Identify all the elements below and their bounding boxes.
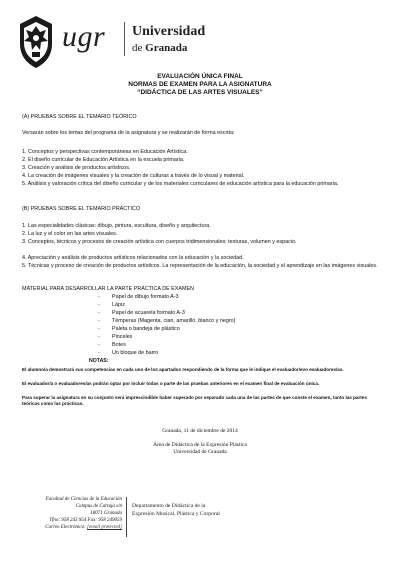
footer-email-line bbox=[45, 525, 122, 532]
footer-address-line: Campus de Cartuja s/n bbox=[75, 504, 122, 509]
section-b-item: 5. Técnicas y proceso de creación de productos artísticos. La representación de la educación, la sociedad y el aprendizaje en las imágenes visuales. bbox=[22, 263, 378, 269]
section-b-item: 3. Conceptos, técnicos y procesos de creación artística con cuerpos tridimensionales: texturas, volumen y espacio. bbox=[22, 239, 297, 245]
footer-department-line-1: Departamento de Didáctica de la bbox=[132, 503, 206, 509]
section-a-item: 4. La creación de imágenes visuales y la creación de culturas a través de lo visual y material. bbox=[22, 173, 245, 179]
ugr-logotype: ugr bbox=[62, 20, 106, 53]
footer-email-link[interactable]: [email protected] bbox=[87, 525, 122, 530]
footer-divider bbox=[126, 497, 127, 537]
material-item bbox=[98, 318, 235, 326]
university-name: Universidad bbox=[132, 24, 206, 39]
title-line-2: NORMAS DE EXAMEN PARA LA ASIGNATURA bbox=[128, 81, 272, 88]
section-a-intro: Versarán sobre los temas del programa de la asignatura y se realizarán de forma escrita: bbox=[22, 130, 235, 136]
dash: - bbox=[98, 334, 100, 340]
note-item: El evaluador/a o evaluadores/as podrán optar por incluir todas o parte de las pruebas anteriores en el examen final de evaluación única. bbox=[22, 381, 320, 386]
section-a-item: 1. Conceptos y perspectivas contemporáneas en Educación Artística. bbox=[22, 149, 188, 155]
section-a-item: 2. El diseño curricular de Educación Artística en la escuela primaria. bbox=[22, 157, 185, 163]
material-label: Papel de acuarela formato A-3 bbox=[112, 310, 185, 316]
material-label: Paleta o bandeja de plástico bbox=[112, 326, 180, 332]
footer-address-line: 18071 Granada bbox=[90, 511, 122, 516]
material-label: Lápiz bbox=[112, 302, 125, 308]
signature-area: Área de Didáctica de la Expresión Plástica bbox=[153, 442, 247, 448]
material-label: Un bloque de barro bbox=[112, 350, 159, 356]
univ-de: de bbox=[132, 42, 143, 54]
university-crest-logo bbox=[14, 14, 58, 70]
material-label: Botes bbox=[112, 342, 126, 348]
notes-heading: NOTAS: bbox=[89, 358, 109, 364]
footer-email-label: Correo Electrónico: bbox=[45, 525, 88, 530]
dash: - bbox=[98, 294, 100, 300]
section-b-item: 2. La luz y el color en las artes visuales. bbox=[22, 231, 118, 237]
signature-university: Universidad de Granada bbox=[173, 449, 227, 455]
title-line-3: “DIDÁCTICA DE LAS ARTES VISUALES” bbox=[137, 89, 263, 96]
material-item bbox=[98, 294, 179, 302]
section-b-item: 4. Apreciación y análisis de productos artísticos relacionados con la educación y la sociedad. bbox=[22, 255, 244, 261]
material-item bbox=[98, 326, 180, 334]
dash: - bbox=[98, 326, 100, 332]
note-item: Para superar la asignatura en su conjunto será imprescindible haber superado por separado cada una de las partes de que conste el examen, tanto las partes teóricas como las prácticas. bbox=[22, 395, 367, 407]
material-label: Pinceles bbox=[112, 334, 133, 340]
title-line-1: EVALUACIÓN ÚNICA FINAL bbox=[157, 73, 243, 80]
university-city bbox=[132, 42, 187, 54]
material-label: Témperas (Magenta, cian, amarillo, blanco y negro) bbox=[112, 318, 236, 324]
material-label: Papel de dibujo formato A-3 bbox=[112, 294, 179, 300]
material-item bbox=[98, 334, 132, 342]
section-a-item: 5. Análisis y valoración crítica del diseño curricular y de los materiales curriculares de educación artística para la educación primaria. bbox=[22, 181, 339, 187]
note-item: El alumno/a demostrará sus competencias en cada uno de los apartados respondiendo de la forma que le indique el evaluador/evo evaluadores/as. bbox=[22, 367, 344, 372]
material-item bbox=[98, 342, 126, 350]
signature-date: Granada, 11 de diciembre de 2014 bbox=[162, 428, 238, 434]
dash: - bbox=[98, 350, 100, 356]
dash: - bbox=[98, 318, 100, 324]
univ-city-name: Granada bbox=[145, 42, 188, 54]
dash: - bbox=[98, 342, 100, 348]
footer-department-line-2: Expresión Musical, Plástica y Corporal bbox=[132, 511, 220, 517]
material-item bbox=[98, 310, 185, 318]
dash: - bbox=[98, 302, 100, 308]
section-b-heading: (B) PRUEBAS SOBRE EL TEMARIO PRÁCTICO bbox=[22, 206, 141, 212]
dash: - bbox=[98, 310, 100, 316]
header-divider bbox=[124, 22, 125, 56]
section-a-heading: (A) PRUEBAS SOBRE EL TEMARIO TEÓRICO bbox=[22, 114, 137, 120]
section-b-item: 1. Las especialidades clásicas: dibujo, pintura, escultura, diseño y arquitectura. bbox=[22, 223, 211, 229]
materials-heading: MATERIAL PARA DESARROLLAR LA PARTE PRÁCTICA DE EXAMEN bbox=[22, 286, 194, 292]
footer-address-line: Facultad de Ciencias de la Educación bbox=[45, 497, 122, 502]
footer-phone: Tfno: 958 243 954 Fax: 958 249059 bbox=[49, 518, 122, 523]
material-item bbox=[98, 302, 125, 310]
section-a-item: 3. Creación y análisis de productos artísticos. bbox=[22, 165, 131, 171]
material-item bbox=[98, 350, 158, 358]
